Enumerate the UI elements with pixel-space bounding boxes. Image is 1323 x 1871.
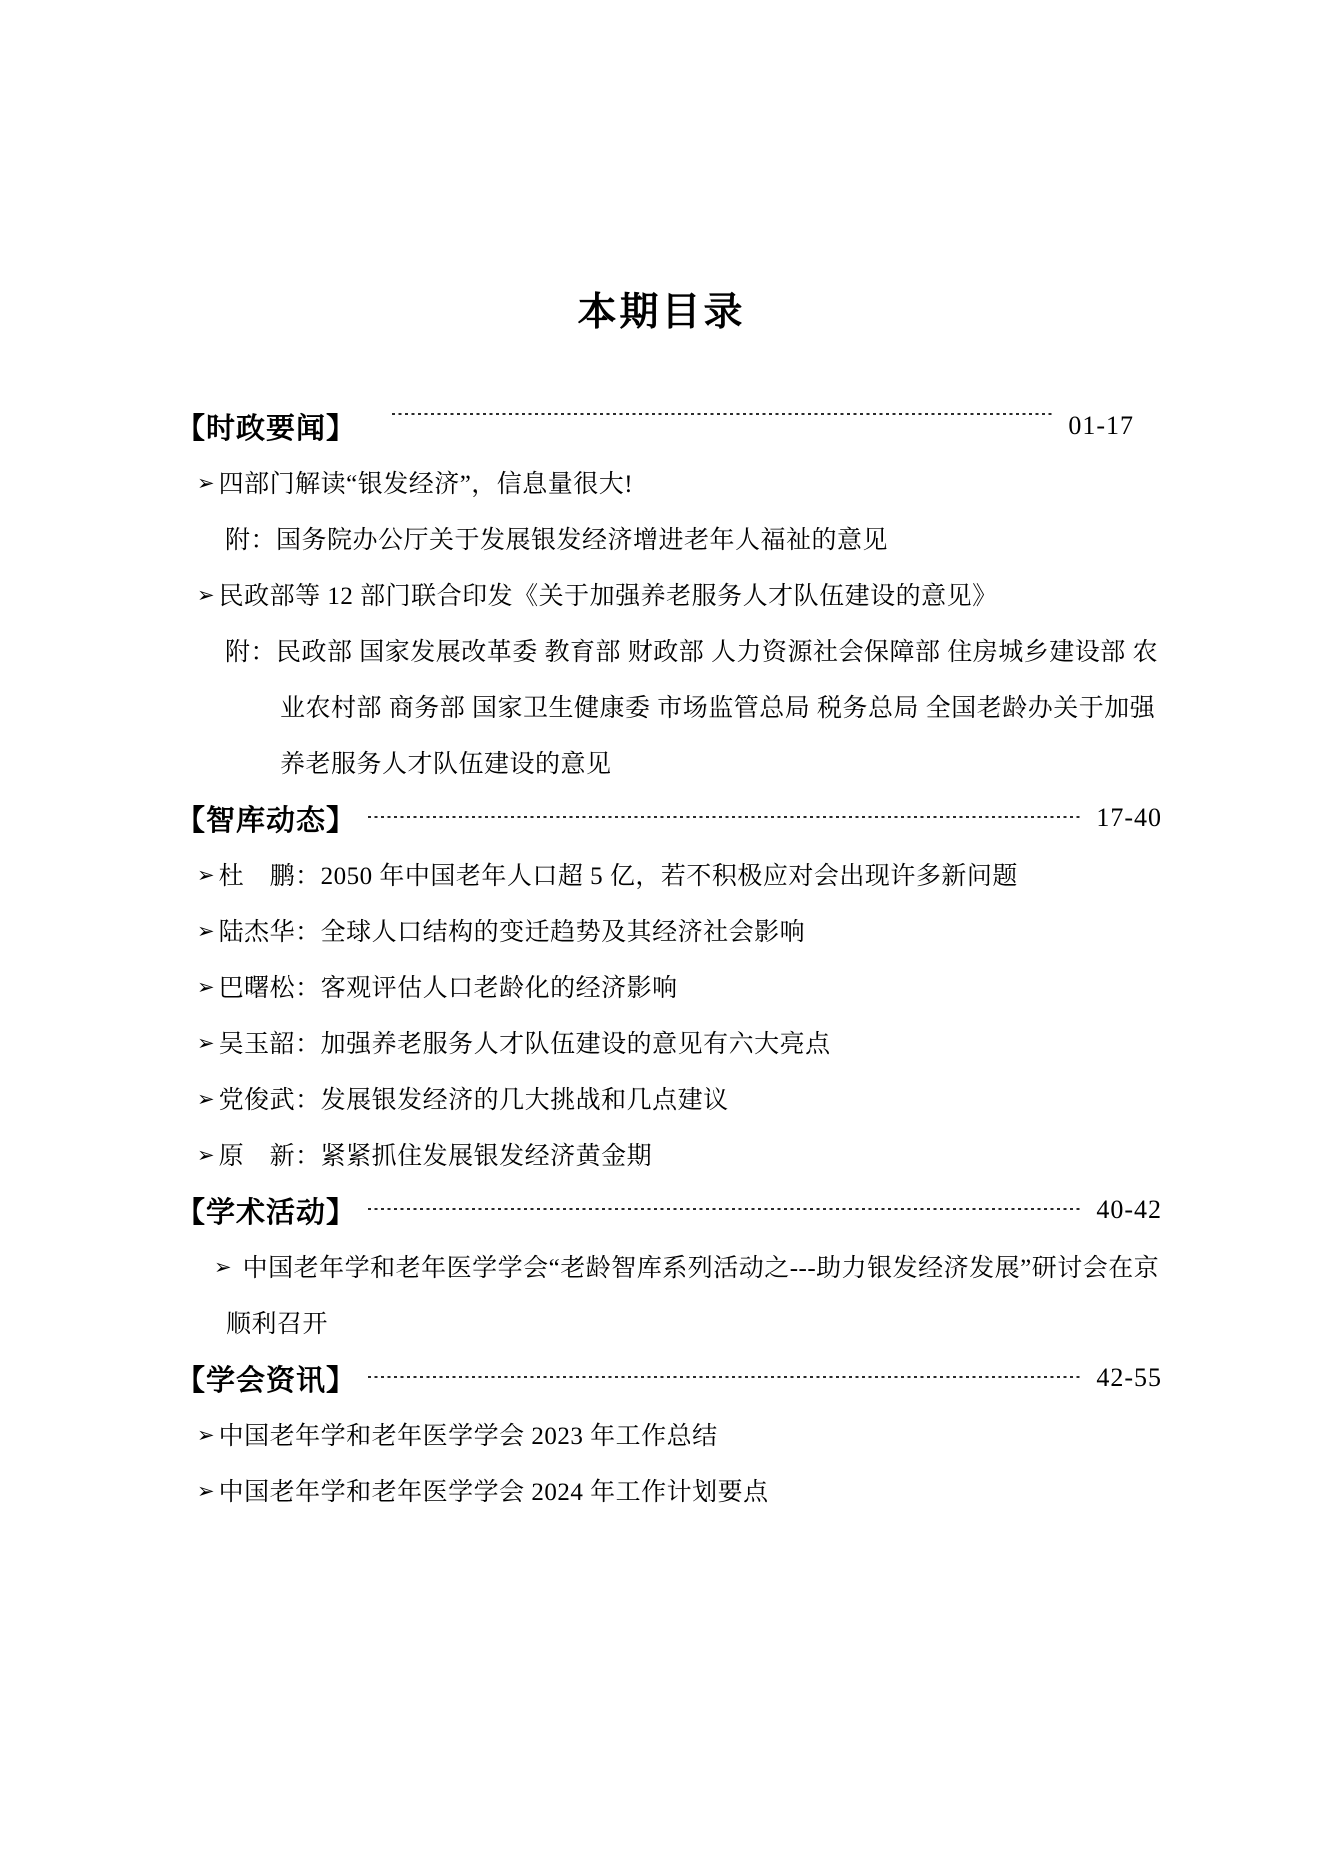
toc-entry-text: 附：民政部 国家发展改革委 教育部 财政部 人力资源社会保障部 住房城乡建设部 农	[225, 639, 1159, 666]
arrow-bullet-icon: ➢	[197, 918, 215, 943]
toc-entry-attachment	[0, 510, 1323, 566]
dotted-leader	[368, 1182, 1082, 1238]
page-range: 42-55	[1096, 1363, 1162, 1392]
section-label: 【时政要闻】	[176, 412, 357, 445]
page-range: 40-42	[1096, 1195, 1162, 1224]
page-range: 01-17	[1068, 411, 1134, 440]
arrow-bullet-icon: ➢	[197, 1478, 215, 1503]
toc-entry-text: 中国老年学和老年医学学会 2023 年工作总结	[218, 1423, 718, 1450]
arrow-bullet-icon: ➢	[197, 1086, 215, 1111]
toc-entry-text: 附：国务院办公厅关于发展银发经济增进老年人福祉的意见	[225, 527, 889, 554]
toc-entry-text: 巴曙松：客观评估人口老龄化的经济影响	[218, 975, 678, 1002]
toc-entry-text: 四部门解读“银发经济”，信息量很大!	[218, 471, 634, 498]
toc-entry-text: 中国老年学和老年医学学会 2024 年工作计划要点	[218, 1479, 769, 1506]
arrow-bullet-icon: ➢	[214, 1254, 232, 1279]
toc-section-zhiku	[0, 790, 1323, 846]
toc-entry-text: 杜 鹏：2050 年中国老年人口超 5 亿，若不积极应对会出现许多新问题	[218, 863, 1018, 890]
toc-entry	[0, 1126, 1323, 1182]
toc-entry	[0, 1238, 1323, 1294]
toc-entry	[0, 1070, 1323, 1126]
toc-entry-attachment	[0, 622, 1323, 678]
dotted-leader	[392, 398, 1054, 454]
toc-entry	[0, 958, 1323, 1014]
toc-entry-text: 民政部等 12 部门联合印发《关于加强养老服务人才队伍建设的意见》	[218, 583, 998, 610]
section-label: 【智库动态】	[176, 804, 357, 837]
toc-entry-text: 陆杰华：全球人口结构的变迁趋势及其经济社会影响	[218, 919, 806, 946]
section-label: 【学会资讯】	[176, 1364, 357, 1397]
toc-section-xueshu	[0, 1182, 1323, 1238]
page-title: 本期目录	[577, 291, 746, 334]
toc-entry	[0, 902, 1323, 958]
toc-entry-continuation	[0, 734, 1323, 790]
toc-entry	[0, 566, 1323, 622]
toc-entry-text: 吴玉韶：加强养老服务人才队伍建设的意见有六大亮点	[218, 1031, 831, 1058]
section-label: 【学术活动】	[176, 1196, 357, 1229]
toc-entry	[0, 1014, 1323, 1070]
toc-entry	[0, 1406, 1323, 1462]
toc-entry-text: 中国老年学和老年医学学会“老龄智库系列活动之---助力银发经济发展”研讨会在京	[242, 1255, 1160, 1282]
arrow-bullet-icon: ➢	[197, 862, 215, 887]
arrow-bullet-icon: ➢	[197, 1142, 215, 1167]
toc-entry	[0, 454, 1323, 510]
toc-entry	[0, 846, 1323, 902]
toc-entry-text: 养老服务人才队伍建设的意见	[280, 751, 612, 778]
toc-entry-text: 原 新：紧紧抓住发展银发经济黄金期	[218, 1143, 653, 1170]
toc-entry-text: 业农村部 商务部 国家卫生健康委 市场监管总局 税务总局 全国老龄办关于加强	[280, 695, 1156, 722]
table-of-contents	[0, 398, 1323, 1518]
dotted-leader	[368, 1350, 1082, 1406]
arrow-bullet-icon: ➢	[197, 1030, 215, 1055]
toc-entry-text: 顺利召开	[226, 1311, 329, 1338]
toc-section-xuehui	[0, 1350, 1323, 1406]
arrow-bullet-icon: ➢	[197, 974, 215, 999]
dotted-leader	[368, 790, 1082, 846]
page-range: 17-40	[1096, 803, 1162, 832]
arrow-bullet-icon: ➢	[197, 1422, 215, 1447]
toc-entry-text: 党俊武：发展银发经济的几大挑战和几点建议	[218, 1087, 729, 1114]
toc-section-shizheng	[0, 398, 1323, 454]
arrow-bullet-icon: ➢	[197, 470, 215, 495]
toc-entry-continuation	[0, 678, 1323, 734]
toc-entry-continuation	[0, 1294, 1323, 1350]
arrow-bullet-icon: ➢	[197, 582, 215, 607]
toc-entry	[0, 1462, 1323, 1518]
